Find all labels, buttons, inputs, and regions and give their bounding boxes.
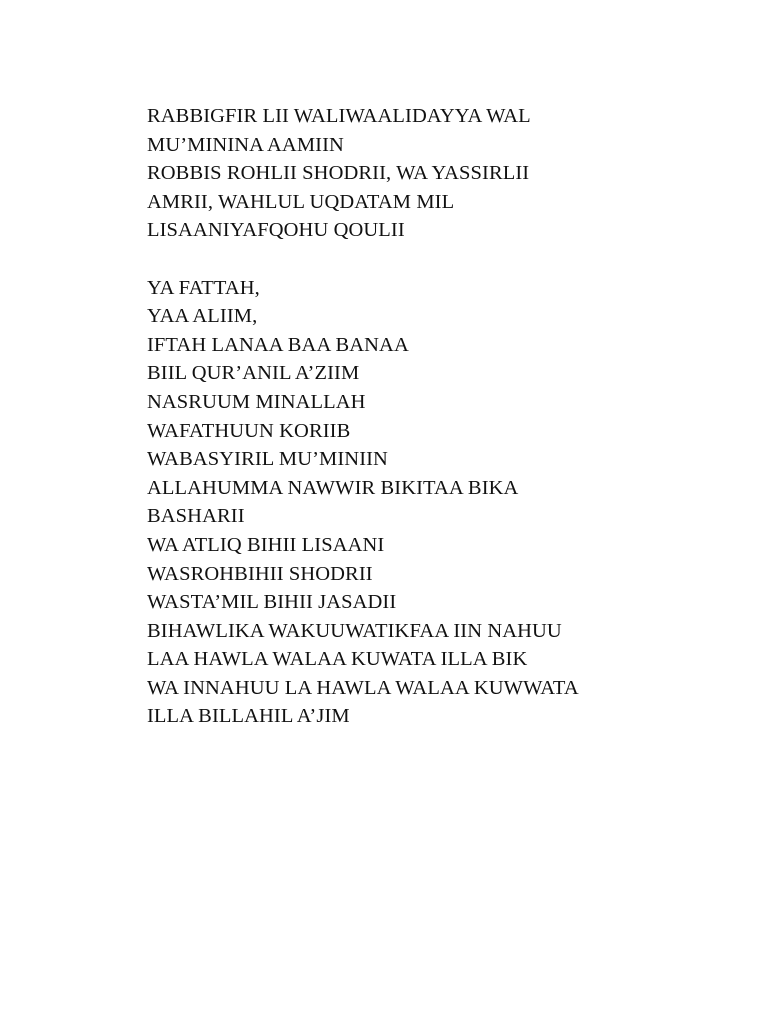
text-line: BIHAWLIKA WAKUUWATIKFAA IIN NAHUU <box>147 619 562 642</box>
text-line: BASHARII <box>147 505 245 528</box>
text-line: WAFATHUUN KORIIB <box>147 419 351 442</box>
text-line: ROBBIS ROHLII SHODRII, WA YASSIRLII <box>147 162 530 185</box>
text-line: NASRUUM MINALLAH <box>147 390 366 413</box>
text-line: ALLAHUMMA NAWWIR BIKITAA BIKA <box>147 476 519 499</box>
prayer-text <box>147 102 707 731</box>
text-line: MU’MININA AAMIIN <box>147 133 344 156</box>
text-line: BIIL QUR’ANIL A’ZIIM <box>147 362 360 385</box>
text-line: LAA HAWLA WALAA KUWATA ILLA BIK <box>147 648 528 671</box>
text-line: WA INNAHUU LA HAWLA WALAA KUWWATA <box>147 676 579 699</box>
text-line: WA ATLIQ BIHII LISAANI <box>147 533 385 556</box>
text-line: WABASYIRIL MU’MINIIN <box>147 448 388 471</box>
text-line: IFTAH LANAA BAA BANAA <box>147 333 409 356</box>
paragraph-study-prayer <box>147 274 707 732</box>
text-line: RABBIGFIR LII WALIWAALIDAYYA WAL <box>147 105 531 127</box>
text-line: ILLA BILLAHIL A’JIM <box>147 705 350 728</box>
text-line: WASTA’MIL BIHII JASADII <box>147 591 397 614</box>
text-line: WASROHBIHII SHODRII <box>147 562 373 585</box>
text-line: YA FATTAH, <box>147 276 260 299</box>
text-line: AMRII, WAHLUL UQDATAM MIL <box>147 190 455 213</box>
text-line: LISAANIYAFQOHU QOULII <box>147 219 405 242</box>
paragraph-opening-prayer <box>147 102 707 245</box>
text-line: YAA ALIIM, <box>147 305 258 328</box>
